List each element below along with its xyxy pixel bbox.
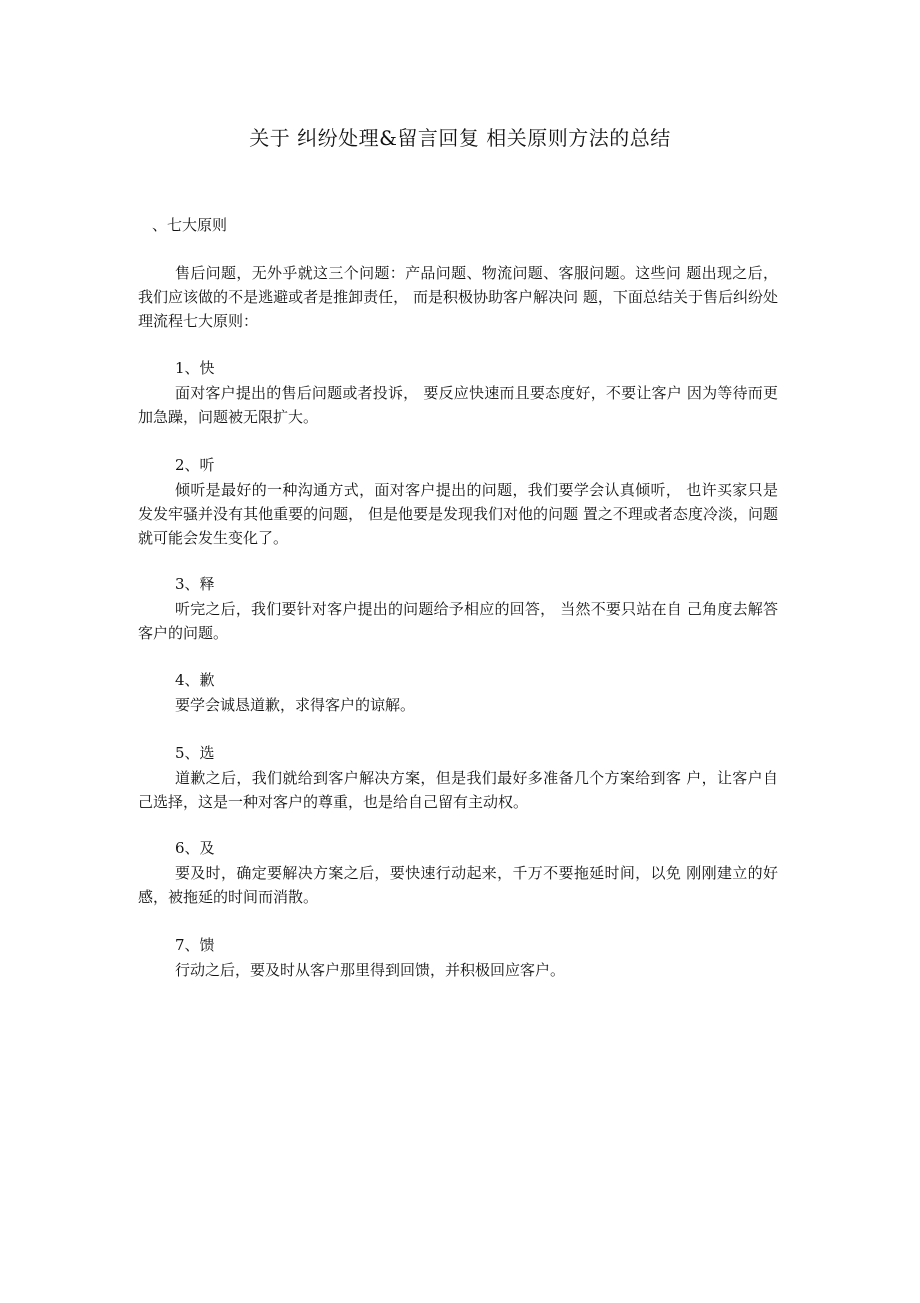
- principle-text-6: 要及时，确定要解决方案之后，要快速行动起来，千万不要拖延时间，以免 刚刚建立的好感，被拖延的时间而消散。: [138, 864, 778, 906]
- principle-text-2: 倾听是最好的一种沟通方式，面对客户提出的问题，我们要学会认真倾听， 也许买家只是发发牢骚并没有其他重要的问题， 但是他要是发现我们对他的问题 置之不理或者态度冷淡，问题就可能会发生变化了。: [138, 481, 778, 547]
- section-heading: 、七大原则: [152, 216, 228, 234]
- principle-heading-6: 6、及: [175, 839, 215, 857]
- principle-heading-3: 3、释: [175, 575, 215, 593]
- document-title: 关于 纠纷处理&留言回复 相关原则方法的总结: [249, 126, 671, 150]
- intro-paragraph: 售后问题，无外乎就这三个问题：产品问题、物流问题、客服问题。这些问 题出现之后，我们应该做的不是逃避或者是推卸责任， 而是积极协助客户解决问 题，下面总结关于售后纠纷处理流程七大原则：: [138, 264, 778, 330]
- principle-text-5: 道歉之后，我们就给到客户解决方案，但是我们最好多准备几个方案给到客 户，让客户自己选择，这是一种对客户的尊重，也是给自己留有主动权。: [138, 769, 778, 811]
- principle-text-3: 听完之后，我们要针对客户提出的问题给予相应的回答， 当然不要只站在自 己角度去解答客户的问题。: [138, 600, 778, 642]
- principle-heading-5: 5、选: [175, 744, 215, 762]
- principle-heading-1: 1、快: [175, 359, 215, 377]
- principle-heading-7: 7、馈: [175, 936, 215, 954]
- principle-text-7: 行动之后，要及时从客户那里得到回馈，并积极回应客户。: [175, 961, 566, 979]
- principle-text-4: 要学会诚恳道歉，求得客户的谅解。: [175, 696, 416, 714]
- principle-heading-4: 4、歉: [175, 671, 215, 689]
- principle-heading-2: 2、听: [175, 456, 215, 474]
- principle-text-1: 面对客户提出的售后问题或者投诉， 要反应快速而且要态度好，不要让客户 因为等待而更加急躁，问题被无限扩大。: [138, 384, 778, 426]
